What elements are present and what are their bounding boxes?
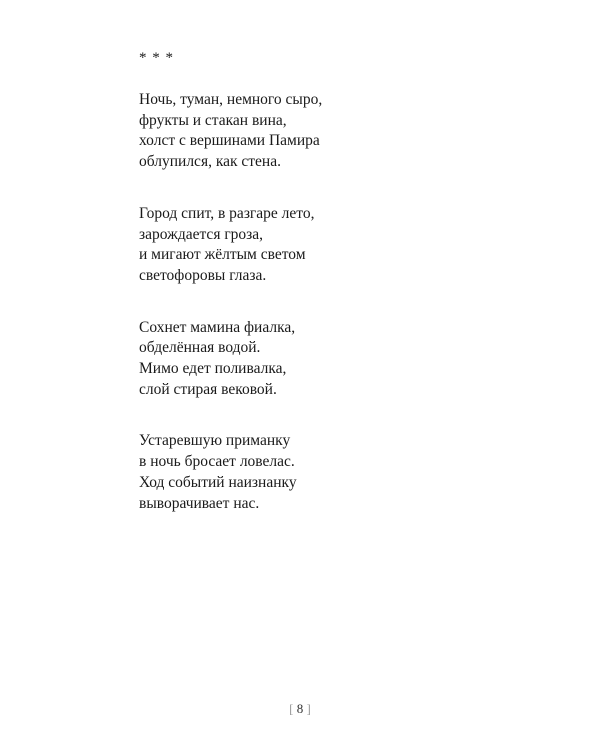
stanza-1: [139, 90, 322, 173]
poem-line: фрукты и стакан вина,: [139, 111, 287, 129]
poem-line: Ночь, туман, немного сыро,: [139, 91, 323, 108]
poem-line: Город спит, в разгаре лето,: [139, 204, 315, 222]
stanza-separator: * * *: [139, 50, 174, 66]
poem-line: в ночь бросает ловелас.: [139, 453, 295, 471]
poem-line: Ход событий наизнанку: [139, 473, 297, 491]
poem-line: светофоровы глаза.: [139, 266, 267, 284]
page-number-open-bracket: [: [289, 701, 294, 716]
poem-line: Устаревшую приманку: [139, 432, 291, 450]
page-number-value: 8: [296, 701, 304, 716]
poem-line: Мимо едет поливалка,: [139, 360, 287, 378]
poem-line: облупился, как стена.: [139, 153, 281, 171]
poem-line: холст с вершинами Памира: [139, 132, 320, 150]
poem: [139, 90, 322, 545]
stanza-4: [139, 431, 322, 514]
poem-line: выворачивает нас.: [139, 494, 260, 512]
stanza-2: [139, 204, 322, 287]
poem-line: обделённая водой.: [139, 339, 261, 357]
poem-line: Сохнет мамина фиалка,: [139, 318, 296, 336]
page-number-close-bracket: ]: [306, 701, 311, 716]
stanza-3: [139, 318, 322, 401]
page-number: [0, 701, 600, 717]
poem-line: и мигают жёлтым светом: [139, 246, 306, 264]
poem-line: слой стирая вековой.: [139, 380, 277, 398]
poem-line: зарождается гроза,: [139, 225, 264, 243]
